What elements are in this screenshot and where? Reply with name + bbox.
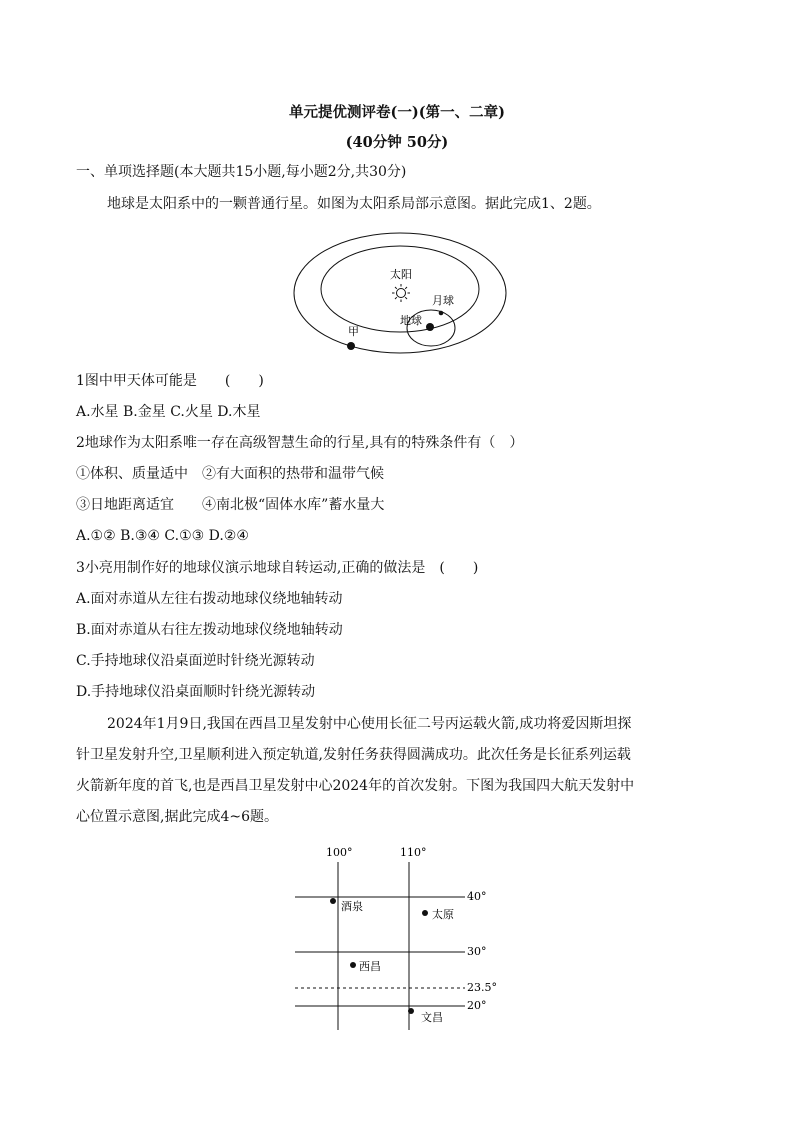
launch-center-map xyxy=(290,840,505,1040)
solar-system-diagram xyxy=(290,230,510,360)
xichang-dot xyxy=(350,962,356,968)
earth-label: 地球 xyxy=(400,314,422,327)
longitude-label-100: 100° xyxy=(326,846,353,859)
earth-dot xyxy=(426,323,434,331)
question-3-option-b: B.面对赤道从右往左拨动地球仪绕地轴转动 xyxy=(76,622,343,638)
jia-label: 甲 xyxy=(348,325,359,338)
wenchang-label: 文昌 xyxy=(421,1011,443,1024)
latitude-label-23-5: 23.5° xyxy=(467,981,497,994)
passage-line-3: 火箭新年度的首飞,也是西昌卫星发射中心2024年的首次发射。下图为我国四大航天发射中 xyxy=(76,778,635,794)
taiyuan-label: 太原 xyxy=(432,908,454,921)
moon-dot xyxy=(439,311,444,316)
jia-dot xyxy=(347,342,355,350)
moon-label: 月球 xyxy=(432,294,454,307)
question-1-stem: 1图中甲天体可能是 ( ) xyxy=(76,373,264,389)
wenchang-dot xyxy=(408,1008,414,1014)
sun-icon xyxy=(392,284,410,302)
question-2-options: A.①② B.③④ C.①③ D.②④ xyxy=(76,528,249,544)
outer-orbit xyxy=(294,233,506,353)
section-heading: 一、单项选择题(本大题共15小题,每小题2分,共30分) xyxy=(76,164,407,180)
jiuquan-label: 酒泉 xyxy=(341,900,363,913)
question-2-stem: 2地球作为太阳系唯一存在高级智慧生命的行星,具有的特殊条件有（ ） xyxy=(76,435,524,451)
question-3-option-c: C.手持地球仪沿桌面逆时针绕光源转动 xyxy=(76,653,315,669)
latitude-label-30: 30° xyxy=(467,945,487,958)
passage-line-4: 心位置示意图,据此完成4~6题。 xyxy=(76,809,278,825)
question-3-option-a: A.面对赤道从左往右拨动地球仪绕地轴转动 xyxy=(76,591,343,607)
intro-paragraph: 地球是太阳系中的一颗普通行星。如图为太阳系局部示意图。据此完成1、2题。 xyxy=(107,196,601,212)
question-3-stem: 3小亮用制作好的地球仪演示地球自转运动,正确的做法是 ( ) xyxy=(76,560,479,576)
latitude-label-40: 40° xyxy=(467,890,487,903)
page-title: 单元提优测评卷(一)(第一、二章) xyxy=(289,104,505,121)
sun-label: 太阳 xyxy=(390,268,412,281)
passage-line-2: 针卫星发射升空,卫星顺利进入预定轨道,发射任务获得圆满成功。此次任务是长征系列运载 xyxy=(76,747,631,763)
question-1-options: A.水星 B.金星 C.火星 D.木星 xyxy=(76,404,261,420)
taiyuan-dot xyxy=(422,910,428,916)
question-2-items-1: ①体积、质量适中 ②有大面积的热带和温带气候 xyxy=(76,466,384,482)
passage-line-1: 2024年1月9日,我国在西昌卫星发射中心使用长征二号丙运载火箭,成功将爱因斯坦探 xyxy=(107,716,632,732)
question-2-items-2: ③日地距离适宜 ④南北极“固体水库”蓄水量大 xyxy=(76,497,385,513)
page-subtitle: (40分钟 50分) xyxy=(345,134,449,151)
jiuquan-dot xyxy=(330,898,336,904)
longitude-label-110: 110° xyxy=(400,846,427,859)
latitude-label-20: 20° xyxy=(467,999,487,1012)
question-3-option-d: D.手持地球仪沿桌面顺时针绕光源转动 xyxy=(76,684,316,700)
xichang-label: 西昌 xyxy=(359,960,381,973)
